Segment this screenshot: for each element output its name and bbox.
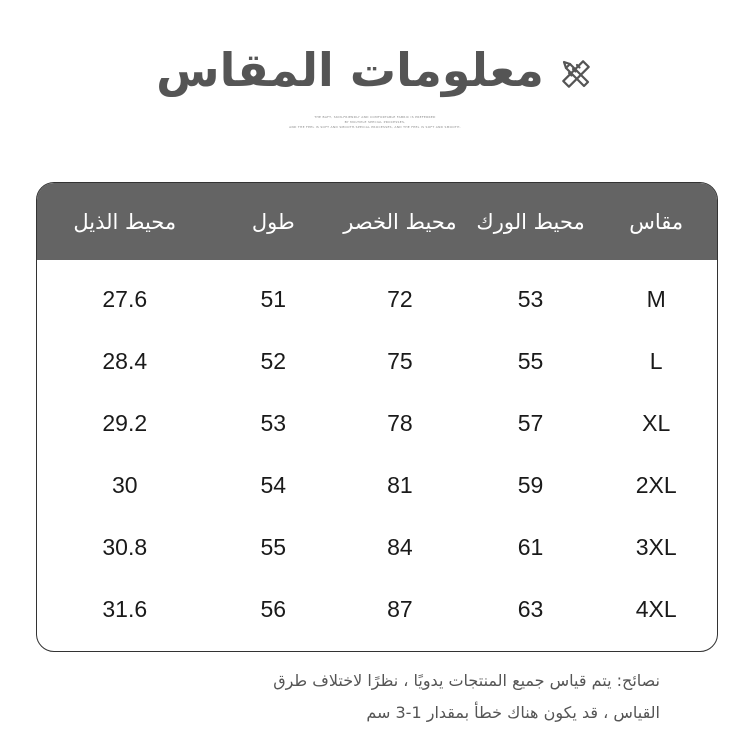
fine-print — [0, 115, 750, 130]
cell-hip: 61 — [517, 533, 544, 560]
notes-line: القياس ، قد يكون هناك خطأ بمقدار 1-3 سم — [366, 703, 660, 722]
fine-print-line: THE BAFT, SKIN-FRIENDLY AND COMFORTABLE FABRIC IS PREFERRED — [314, 115, 436, 119]
cell-size: 3XL — [635, 533, 677, 560]
measurement-notes — [100, 665, 660, 729]
cell-length: 56 — [260, 595, 287, 622]
cell-hip: 57 — [517, 409, 544, 436]
header-length: طول — [251, 209, 295, 234]
table-row — [37, 392, 717, 454]
cell-size: 2XL — [635, 471, 677, 498]
cell-waist: 81 — [387, 471, 413, 498]
cell-waist: 84 — [387, 533, 413, 560]
table-row — [37, 330, 717, 392]
cell-length: 55 — [260, 533, 287, 560]
cell-hip: 55 — [517, 347, 544, 374]
fine-print-line: BY MULTIPLE SPECIAL PROCESSES, — [344, 120, 406, 124]
cell-hem: 31.6 — [102, 595, 148, 622]
cell-waist: 78 — [387, 409, 413, 436]
table-row — [37, 268, 717, 330]
cell-waist: 75 — [387, 347, 413, 374]
cell-length: 53 — [260, 409, 287, 436]
header-hem: محيط الذيل — [73, 209, 177, 234]
cell-waist: 87 — [387, 595, 413, 622]
cell-hem: 30 — [111, 471, 138, 498]
cell-size: L — [649, 347, 663, 374]
cell-hem: 30.8 — [102, 533, 148, 560]
cell-size: M — [646, 285, 666, 312]
cell-hem: 29.2 — [102, 409, 148, 436]
cell-hip: 59 — [517, 471, 544, 498]
cell-length: 52 — [260, 347, 287, 374]
cell-length: 54 — [260, 471, 287, 498]
table-body — [37, 260, 717, 640]
table-row — [37, 454, 717, 516]
cell-hem: 27.6 — [102, 285, 148, 312]
page-title: معلومات المقاس — [156, 43, 544, 97]
cell-length: 51 — [260, 285, 287, 312]
cell-size: 4XL — [635, 595, 677, 622]
ruler-pencil-icon — [558, 56, 594, 92]
cell-hip: 63 — [517, 595, 544, 622]
cell-waist: 72 — [387, 285, 413, 312]
table-row — [37, 578, 717, 640]
header-hip: محيط الورك — [476, 209, 585, 234]
cell-size: XL — [642, 409, 671, 436]
cell-hip: 53 — [517, 285, 544, 312]
cell-hem: 28.4 — [102, 347, 148, 374]
header-size: مقاس — [629, 209, 684, 234]
header-waist: محيط الخصر — [343, 209, 457, 234]
page-header — [0, 30, 750, 110]
notes-line: نصائح: يتم قياس جميع المنتجات يدويًا ، نظرًا لاختلاف طرق — [273, 671, 660, 690]
size-table — [36, 182, 718, 652]
table-row — [37, 516, 717, 578]
fine-print-line: AND THE FEEL IS SOFT AND SMOOTH.SPECIAL PROCESSES, AND THE FEEL IS SOFT AND SMOOTH. — [289, 125, 461, 129]
table-header-row — [37, 183, 717, 260]
